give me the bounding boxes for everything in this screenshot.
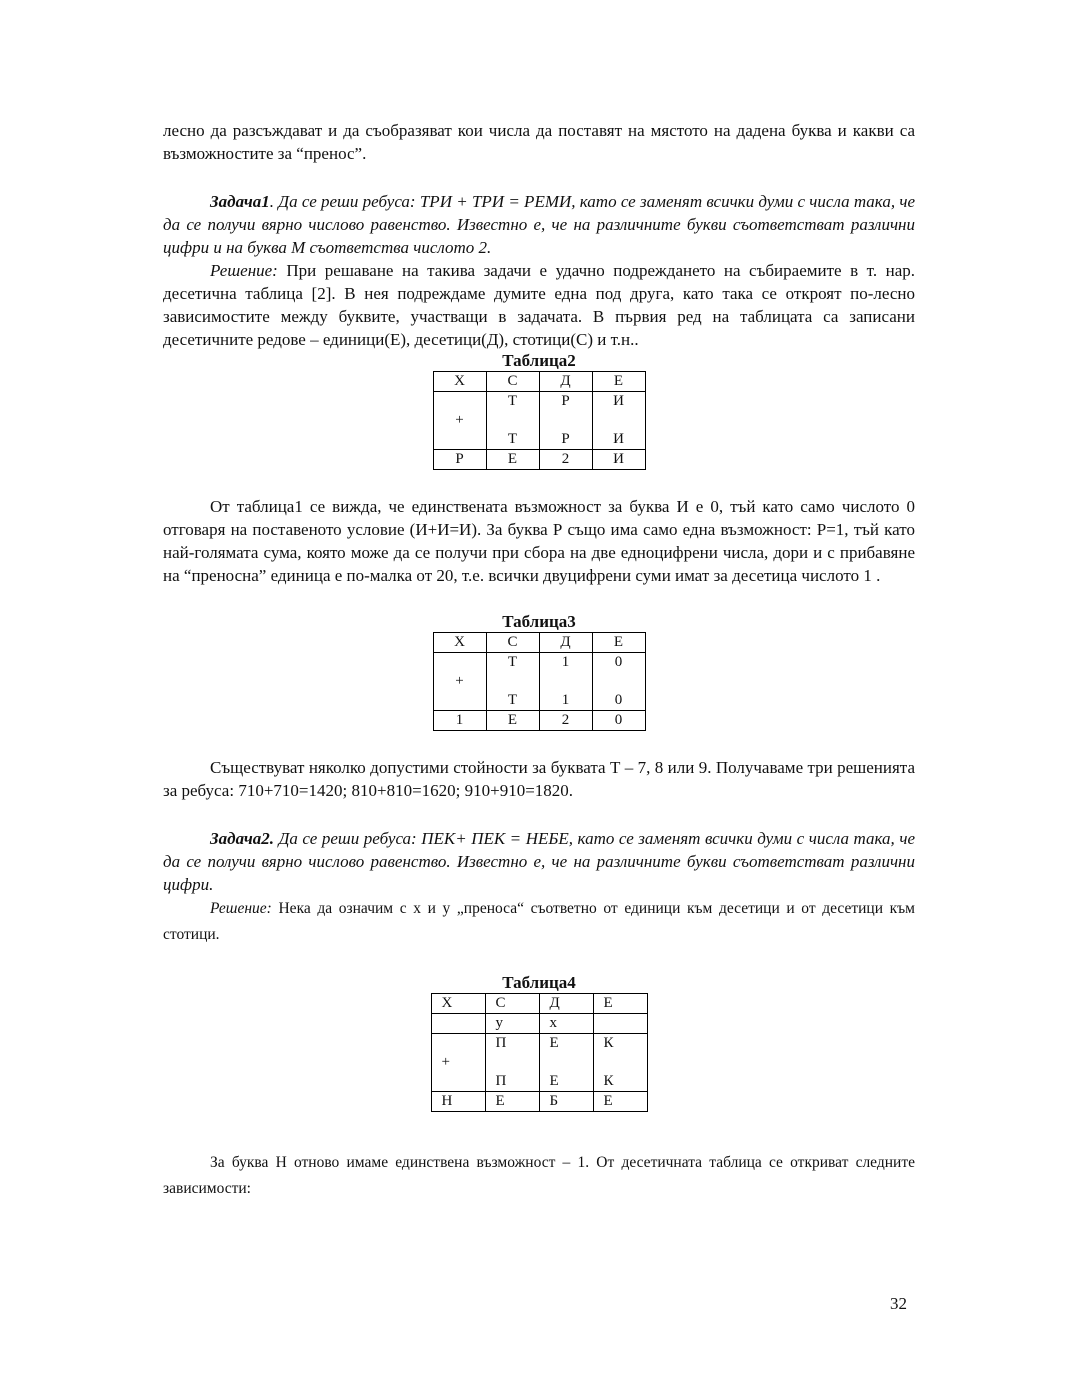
table-header-cell: Е <box>593 994 647 1014</box>
result-cell: 1 <box>433 711 486 731</box>
paragraph-after-table3: Съществуват няколко допустими стойности за буквата Т – 7, 8 или 9. Получаваме три решенията за ребуса: 710+710=1420; 810+810=1620; 910+910=1820. <box>163 758 915 800</box>
task1-solution-label: Решение: <box>210 261 278 280</box>
result-cell: Е <box>486 450 539 470</box>
table-cell: Т Т <box>486 392 539 450</box>
result-cell: Н <box>431 1092 485 1112</box>
result-cell: Б <box>539 1092 593 1112</box>
table-header-cell: Д <box>539 994 593 1014</box>
table2-caption: Таблица2 <box>502 351 576 370</box>
carry-cell <box>431 1014 485 1034</box>
table-cell: Е Е <box>539 1034 593 1092</box>
result-cell: 2 <box>539 450 592 470</box>
table-cell: И И <box>592 392 645 450</box>
result-cell: Е <box>485 1092 539 1112</box>
result-cell: И <box>592 450 645 470</box>
task1-solution <box>163 259 915 351</box>
task2-solution-label: Решение: <box>210 900 272 917</box>
plus-sign: + <box>433 653 486 711</box>
table-cell: Р Р <box>539 392 592 450</box>
table-cell: Т Т <box>486 653 539 711</box>
page-number: 32 <box>890 1294 907 1313</box>
task2-text: Да се реши ребуса: ПЕК+ ПЕК = НЕБЕ, като се заменят всички думи с числа така, че да се получи вярно числово равенство. Известно е, че на различните букви съответстват различни цифри. <box>163 829 915 894</box>
intro-paragraph: лесно да разсъждават и да съобразяват кои числа да поставят на мястото на дадена буква и какви са възможностите за “пренос”. <box>163 121 915 163</box>
result-cell: 2 <box>539 711 592 731</box>
table-header-cell: Д <box>539 633 592 653</box>
table3 <box>433 632 646 731</box>
carry-cell: х <box>539 1014 593 1034</box>
table-cell: 1 1 <box>539 653 592 711</box>
result-cell: 0 <box>592 711 645 731</box>
carry-cell: у <box>485 1014 539 1034</box>
task1-statement <box>163 190 915 259</box>
table-header-cell: Е <box>592 372 645 392</box>
result-cell: Р <box>433 450 486 470</box>
table-header-cell: Е <box>592 633 645 653</box>
table-header-cell: Д <box>539 372 592 392</box>
carry-cell <box>593 1014 647 1034</box>
table-header-cell: С <box>486 633 539 653</box>
table4 <box>431 993 648 1112</box>
task1-text: . Да се реши ребуса: ТРИ + ТРИ = РЕМИ, като се заменят всички думи с числа така, че да се получи вярно числово равенство. Известно е, че на различните букви съответстват различни цифри и на буква М съответства числото 2. <box>163 192 915 257</box>
table-header-cell: Х <box>433 633 486 653</box>
task2-title: Задача2. <box>210 829 275 848</box>
table-header-cell: С <box>486 372 539 392</box>
table-header-cell: С <box>485 994 539 1014</box>
table4-caption: Таблица4 <box>502 973 576 992</box>
table2 <box>433 371 646 470</box>
task2-solution-text: Нека да означим с х и у „преноса“ съответно от единици към десетици и от десетици към стотици. <box>163 900 915 943</box>
result-cell: Е <box>486 711 539 731</box>
result-cell: Е <box>593 1092 647 1112</box>
page-content <box>163 119 915 1202</box>
table-cell: 0 0 <box>592 653 645 711</box>
table-cell: К К <box>593 1034 647 1092</box>
table3-caption: Таблица3 <box>502 612 576 631</box>
paragraph-after-table4: За буква Н отново имаме единствена възможност – 1. От десетичната таблица се откриват следните зависимости: <box>163 1154 915 1197</box>
table-cell: П П <box>485 1034 539 1092</box>
paragraph-after-table2: От таблица1 се вижда, че единствената възможност за буква И е 0, тъй като само числото 0 отговаря на поставеното условие (И+И=И). За буква Р също има само една възможност: Р=1, тъй като най-голямата сума, която може да се получи при сбора на две едноцифрени числа, дори и с прибавяне на “преносна” единица е по-малка от 20, т.е. всички двуцифрени суми имат за десетица числото 1 . <box>163 497 915 585</box>
table-header-cell: Х <box>431 994 485 1014</box>
table-header-cell: Х <box>433 372 486 392</box>
task2-solution <box>163 896 915 948</box>
task1-title: Задача1 <box>210 192 270 211</box>
task1-solution-text: При решаване на такива задачи е удачно подреждането на събираемите в т. нар. десетична таблица [2]. В нея подреждаме думите една под друга, като така се откроят по-лесно зависимостите между буквите, участващи в задачата. В първия ред на таблицата са записани десетичните редове – единици(Е), десетици(Д), стотици(С) и т.н.. <box>163 261 915 349</box>
plus-sign: + <box>433 392 486 450</box>
task2-statement <box>163 827 915 896</box>
plus-sign: + <box>431 1034 485 1092</box>
